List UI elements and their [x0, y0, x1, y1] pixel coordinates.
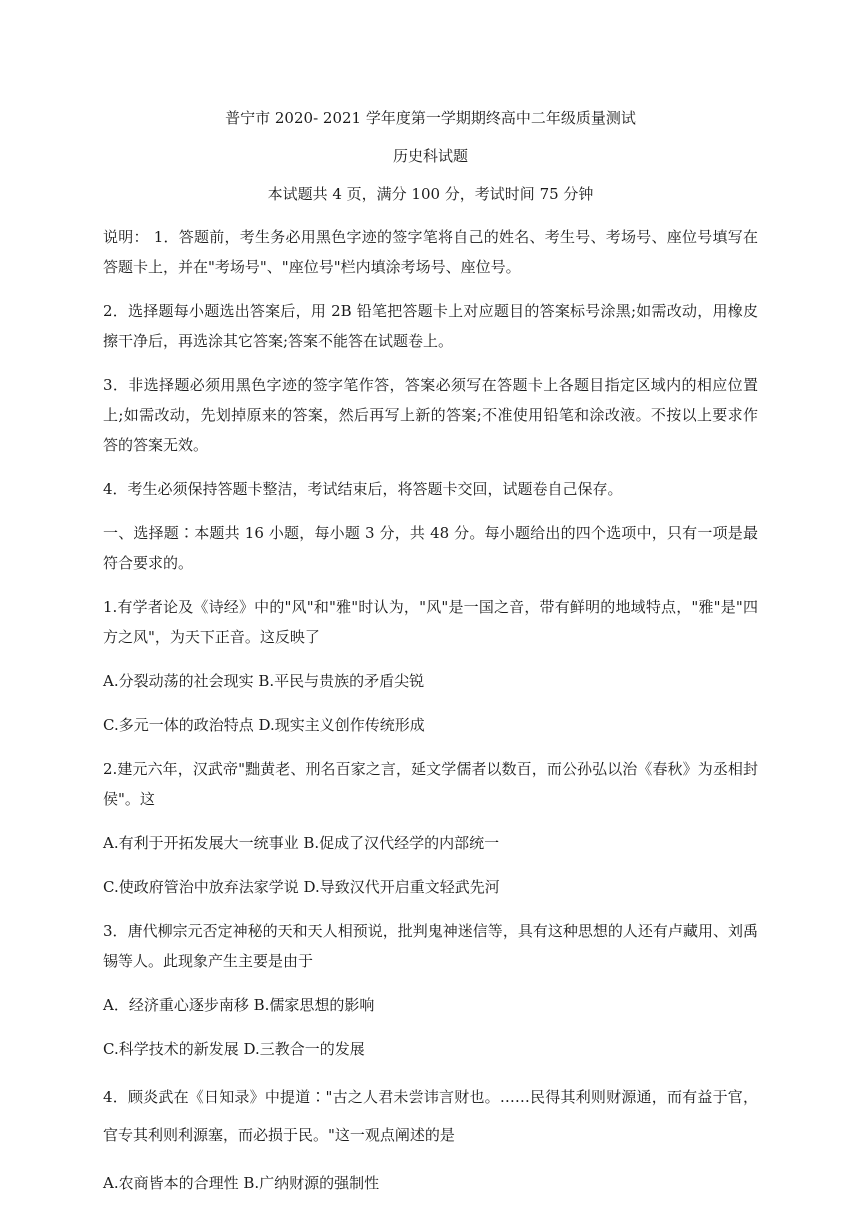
instruction-4: 4．考生必须保持答题卡整洁，考试结束后，将答题卡交回，试题卷自己保存。 [103, 480, 623, 498]
question-1-option-ab: A.分裂动荡的社会现实 B.平民与贵族的矛盾尖锐 [103, 672, 425, 690]
question-1-stem: 1.有学者论及《诗经》中的"风"和"雅"时认为，"风"是一国之音，带有鲜明的地域特点，"雅"是"四方之风"，为天下正音。这反映了 [103, 598, 758, 646]
instruction-2: 2．选择题每小题选出答案后，用 2B 铅笔把答题卡上对应题目的答案标号涂黑;如需改动，用橡皮擦干净后，再选涂其它答案;答案不能答在试题卷上。 [103, 302, 758, 350]
section-heading: 一、选择题∶本题共 16 小题，每小题 3 分，共 48 分。每小题给出的四个选项中，只有一项是最符合要求的。 [103, 524, 758, 572]
question-1-option-cd: C.多元一体的政治特点 D.现实主义创作传统形成 [103, 716, 425, 734]
question-4-option-ab: A.农商皆本的合理性 B.广纳财源的强制性 [103, 1174, 380, 1192]
question-3-option-cd: C.科学技术的新发展 D.三教合一的发展 [103, 1040, 365, 1058]
exam-subject: 历史科试题 [392, 147, 468, 165]
exam-meta: 本试题共 4 页，满分 100 分，考试时间 75 分钟 [267, 185, 594, 203]
instruction-3: 3．非选择题必须用黑色字迹的签字笔作答，答案必须写在答题卡上各题目指定区域内的相应位置上;如需改动，先划掉原来的答案，然后再写上新的答案;不准使用铅笔和涂改液。不按以上要求作答的答案无效。 [103, 376, 758, 454]
exam-title: 普宁市 2020- 2021 学年度第一学期期终高中二年级质量测试 [225, 109, 636, 127]
exam-page [103, 98, 758, 1198]
question-2-stem: 2.建元六年，汉武帝"黜黄老、刑名百家之言，延文学儒者以数百，而公孙弘以治《春秋》为丞相封侯"。这 [103, 760, 758, 808]
instruction-1: 说明： 1．答题前，考生务必用黑色字迹的签字笔将自己的姓名、考生号、考场号、座位号填写在答题卡上，并在"考场号"、"座位号"栏内填涂考场号、座位号。 [103, 228, 758, 276]
question-4-stem: 4．顾炎武在《日知录》中提道∶"古之人君未尝讳言财也。……民得其利则财源通，而有益于官，官专其利则利源塞，而必损于民。"这一观点阐述的是 [103, 1088, 758, 1144]
question-2-option-cd: C.使政府管治中放弃法家学说 D.导致汉代开启重文轻武先河 [103, 878, 500, 896]
question-2-option-ab: A.有利于开拓发展大一统事业 B.促成了汉代经学的内部统一 [103, 834, 500, 852]
question-3-stem: 3．唐代柳宗元否定神秘的天和天人相预说，批判鬼神迷信等，具有这种思想的人还有卢藏用、刘禹锡等人。此现象产生主要是由于 [103, 922, 758, 970]
question-3-option-ab: A．经济重心逐步南移 B.儒家思想的影响 [103, 996, 375, 1014]
